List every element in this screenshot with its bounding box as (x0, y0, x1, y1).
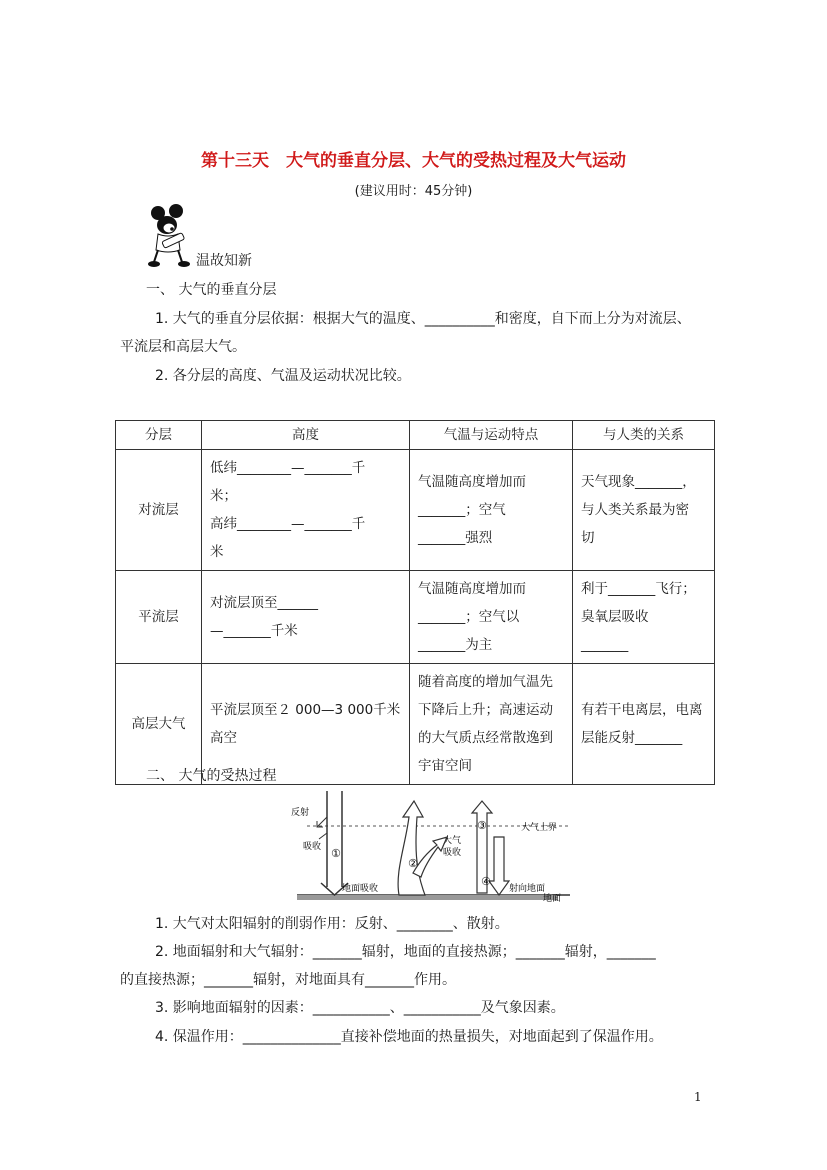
cell-line: 天气现象_______， (581, 474, 696, 490)
row-temp-cell (410, 450, 573, 571)
label-ground-absorb: 地面吸收 (342, 884, 379, 894)
heating-question-2-line-2: 的直接热源；_______辐射，对地面具有_______作用。 (120, 972, 456, 988)
section-heading-vertical-layers: 一、 大气的垂直分层 (146, 282, 277, 298)
label-n1: ① (331, 847, 341, 860)
cell-line: 与人类关系最为密 (581, 502, 689, 518)
cell-line: _______ (581, 637, 629, 653)
cell-line: 有若干电离层，电离 (581, 702, 703, 718)
label-atmos-absorb-2: 吸收 (443, 848, 462, 858)
heating-question-1: 1. 大气对太阳辐射的削弱作用：反射、________、散射。 (155, 916, 509, 932)
page-number: 1 (694, 1090, 702, 1104)
ground-radiation-arrow (398, 801, 425, 895)
row-temp-cell (410, 664, 573, 785)
counter-radiation-arrow (489, 837, 509, 895)
label-ground: 地面 (543, 894, 562, 904)
heating-question-3: 3. 影响地面辐射的因素：___________、___________及气象因素。 (155, 1000, 565, 1016)
cell-line: —_______千米 (210, 623, 298, 639)
review-label: 温故知新 (196, 253, 252, 269)
cell-line: 的大气质点经常散逸到 (418, 730, 553, 746)
row-layer-name: 高层大气 (116, 664, 202, 785)
cell-line: 切 (581, 530, 595, 546)
row-relation-cell (573, 664, 715, 785)
row-height-cell (202, 571, 410, 664)
row-relation-cell (573, 571, 715, 664)
cell-line: 下降后上升；高速运动 (418, 702, 553, 718)
cell-line: 宇宙空间 (418, 758, 472, 774)
cell-line: _______；空气 (418, 502, 506, 518)
table-header-row (116, 421, 715, 450)
section-heading-heating-process: 二、 大气的受热过程 (146, 768, 277, 784)
cell-line: 低纬________—_______千 (210, 460, 366, 476)
atmospheric-heating-diagram (287, 777, 570, 905)
atmosphere-absorb-arrow (413, 837, 447, 877)
label-atmos-absorb-1: 大气 (443, 836, 462, 846)
label-toward-ground: 射向地面 (509, 884, 546, 894)
cell-line: _______；空气以 (418, 609, 520, 625)
header-layer: 分层 (116, 421, 202, 450)
row-height-cell (202, 450, 410, 571)
label-n4: ④ (481, 875, 491, 888)
question-1-line-2: 平流层和高层大气。 (120, 339, 246, 355)
atmosphere-layers-table (115, 420, 715, 785)
heating-question-2-line-1: 2. 地面辐射和大气辐射：_______辐射，地面的直接热源；_______辐射，_______ (155, 944, 656, 960)
cell-line: 米 (210, 544, 224, 560)
cell-line: 气温随高度增加而 (418, 581, 526, 597)
header-height: 高度 (202, 421, 410, 450)
cell-line: 米； (210, 488, 237, 504)
header-human-relation: 与人类的关系 (573, 421, 715, 450)
row-temp-cell (410, 571, 573, 664)
cell-line: 随着高度的增加气温先 (418, 674, 553, 690)
label-atmosphere-top: 大气上界 (521, 823, 558, 833)
cell-line: 对流层顶至______ (210, 595, 318, 611)
row-layer-name: 平流层 (116, 571, 202, 664)
cell-line: _______为主 (418, 637, 493, 653)
cell-line: 高空 (210, 730, 237, 746)
header-temperature-motion: 气温与运动特点 (410, 421, 573, 450)
label-n3: ③ (477, 819, 487, 832)
question-2: 2. 各分层的高度、气温及运动状况比较。 (155, 368, 411, 384)
label-absorb: 吸收 (303, 842, 322, 852)
row-relation-cell (573, 450, 715, 571)
label-n2: ② (408, 857, 418, 870)
cell-line: 层能反射_______ (581, 730, 683, 746)
suggested-time: (建议用时：45分钟) (354, 184, 473, 199)
solar-radiation-arrow-1 (321, 791, 348, 895)
ground-hatch (297, 895, 557, 900)
table-row (116, 450, 715, 571)
cell-line: 高纬________—_______千 (210, 516, 366, 532)
cell-line: _______强烈 (418, 530, 493, 546)
label-reflect: 反射 (291, 808, 310, 818)
mickey-mouse-mascot-icon (148, 204, 192, 268)
page-title: 第十三天 大气的垂直分层、大气的受热过程及大气运动 (201, 151, 626, 171)
row-layer-name: 对流层 (116, 450, 202, 571)
absorb-arrow-icon (319, 833, 327, 839)
question-1-line-1: 1. 大气的垂直分层依据：根据大气的温度、__________和密度，自下而上分为对流层、 (155, 311, 691, 327)
cell-line: 利于_______飞行； (581, 581, 696, 597)
heating-question-4: 4. 保温作用：______________直接补偿地面的热量损失，对地面起到了保温作用。 (155, 1029, 663, 1045)
cell-line: 气温随高度增加而 (418, 474, 526, 490)
cell-line: 臭氧层吸收 (581, 609, 649, 625)
table-row (116, 571, 715, 664)
cell-line: 平流层顶至２ 000—3 000千米 (210, 702, 401, 718)
